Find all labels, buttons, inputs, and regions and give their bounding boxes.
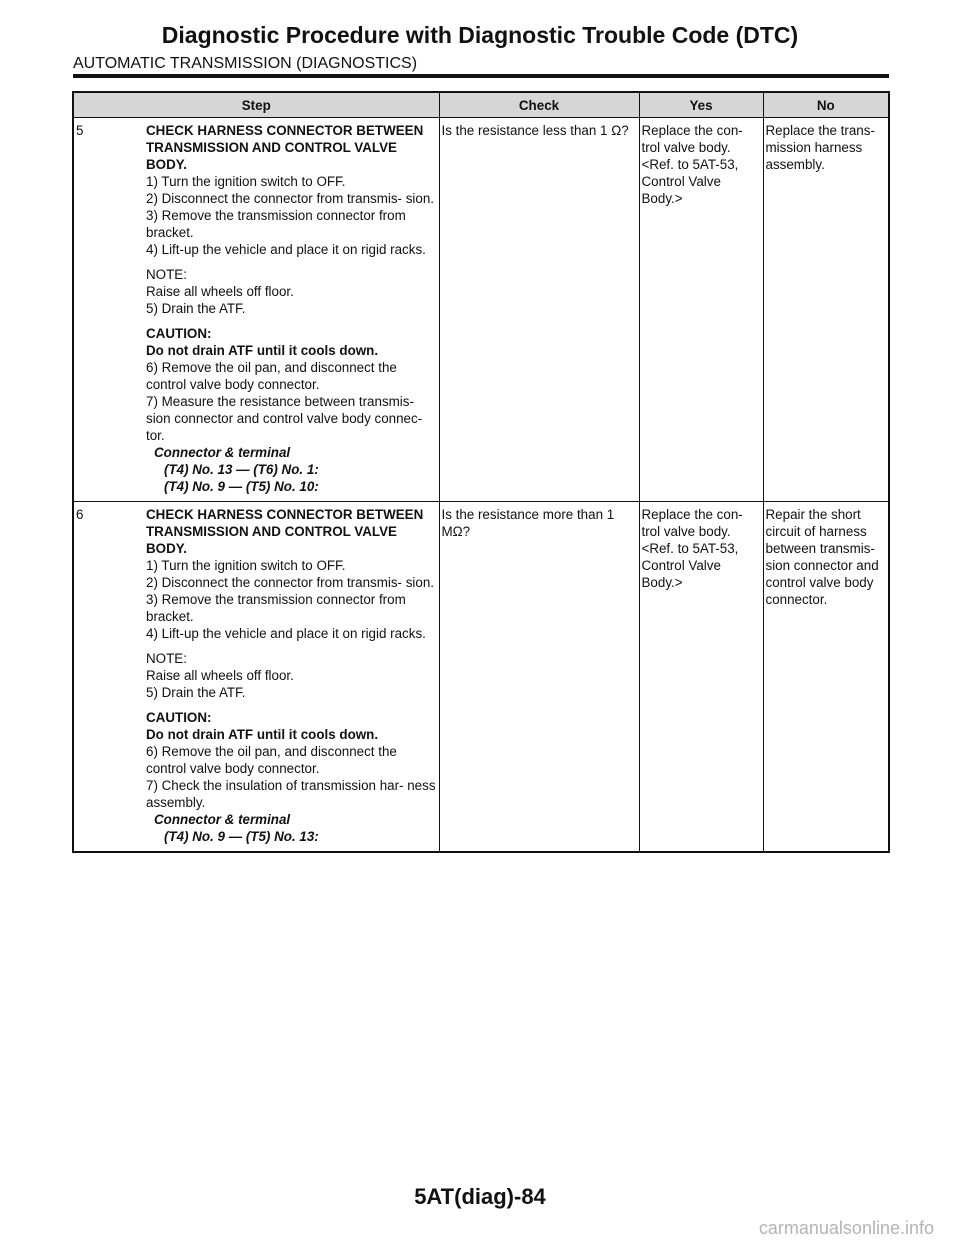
page-number: 5AT(diag)-84 xyxy=(414,1184,546,1209)
diagnostic-table xyxy=(72,91,890,853)
instruction-line: 5) Drain the ATF. xyxy=(146,301,246,316)
section-subtitle: AUTOMATIC TRANSMISSION (DIAGNOSTICS) xyxy=(73,55,418,72)
step-number: 5 xyxy=(76,123,84,138)
caution-text: Do not drain ATF until it cools down. xyxy=(146,343,379,358)
page-title: Diagnostic Procedure with Diagnostic Trouble Code (DTC) xyxy=(161,22,799,48)
connector-terminal: (T4) No. 9 — (T5) No. 13: xyxy=(164,829,319,844)
note-label: NOTE: xyxy=(146,651,187,666)
caution-label: CAUTION: xyxy=(146,710,212,725)
note-text: Raise all wheels off floor. xyxy=(146,284,294,299)
note-label: NOTE: xyxy=(146,267,187,282)
check-cell: Is the resistance less than 1 Ω? xyxy=(439,118,639,502)
column-header-check: Check xyxy=(439,92,639,118)
table-row xyxy=(73,118,889,502)
table-row xyxy=(73,502,889,853)
connector-label: Connector & terminal xyxy=(154,812,291,827)
instruction-line: 2) Disconnect the connector from transmis- sion. xyxy=(146,575,435,590)
step-title: CHECK HARNESS CONNECTOR BETWEEN TRANSMISSION AND CONTROL VALVE BODY. xyxy=(146,507,424,556)
connector-terminal: (T4) No. 13 — (T6) No. 1: xyxy=(164,462,319,477)
instruction-line: 3) Remove the transmission connector from bracket. xyxy=(146,592,406,624)
instruction-line: 7) Check the insulation of transmission har- ness assembly. xyxy=(146,778,436,810)
step-number: 6 xyxy=(76,507,84,522)
instruction-line: 2) Disconnect the connector from transmis- sion. xyxy=(146,191,435,206)
header-divider xyxy=(73,74,889,78)
connector-terminal: (T4) No. 9 — (T5) No. 10: xyxy=(164,479,319,494)
connector-label: Connector & terminal xyxy=(154,445,291,460)
watermark: carmanualsonline.info xyxy=(758,1218,934,1238)
instruction-line: 1) Turn the ignition switch to OFF. xyxy=(146,174,346,189)
no-cell: Replace the trans- mission harness assembly. xyxy=(763,118,889,502)
no-cell: Repair the short circuit of harness between transmis- sion connector and control valve body connector. xyxy=(763,502,889,853)
column-header-no: No xyxy=(763,92,889,118)
instruction-line: 7) Measure the resistance between transmis- sion connector and control valve body connec- tor. xyxy=(146,394,423,443)
column-header-yes: Yes xyxy=(639,92,763,118)
note-text: Raise all wheels off floor. xyxy=(146,668,294,683)
yes-cell: Replace the con- trol valve body. <Ref. to 5AT-53, Control Valve Body.> xyxy=(639,118,763,502)
instruction-line: 1) Turn the ignition switch to OFF. xyxy=(146,558,346,573)
instruction-line: 6) Remove the oil pan, and disconnect the control valve body connector. xyxy=(146,744,397,776)
caution-label: CAUTION: xyxy=(146,326,212,341)
step-cell xyxy=(73,118,439,502)
instruction-line: 4) Lift-up the vehicle and place it on rigid racks. xyxy=(146,242,426,257)
instruction-line: 6) Remove the oil pan, and disconnect the control valve body connector. xyxy=(146,360,397,392)
instruction-line: 5) Drain the ATF. xyxy=(146,685,246,700)
yes-cell: Replace the con- trol valve body. <Ref. to 5AT-53, Control Valve Body.> xyxy=(639,502,763,853)
instruction-line: 3) Remove the transmission connector from bracket. xyxy=(146,208,406,240)
caution-text: Do not drain ATF until it cools down. xyxy=(146,727,379,742)
step-cell xyxy=(73,502,439,853)
instruction-line: 4) Lift-up the vehicle and place it on rigid racks. xyxy=(146,626,426,641)
column-header-step: Step xyxy=(73,92,439,118)
check-cell: Is the resistance more than 1 MΩ? xyxy=(439,502,639,853)
step-title: CHECK HARNESS CONNECTOR BETWEEN TRANSMISSION AND CONTROL VALVE BODY. xyxy=(146,123,424,172)
table-header-row xyxy=(73,92,889,118)
